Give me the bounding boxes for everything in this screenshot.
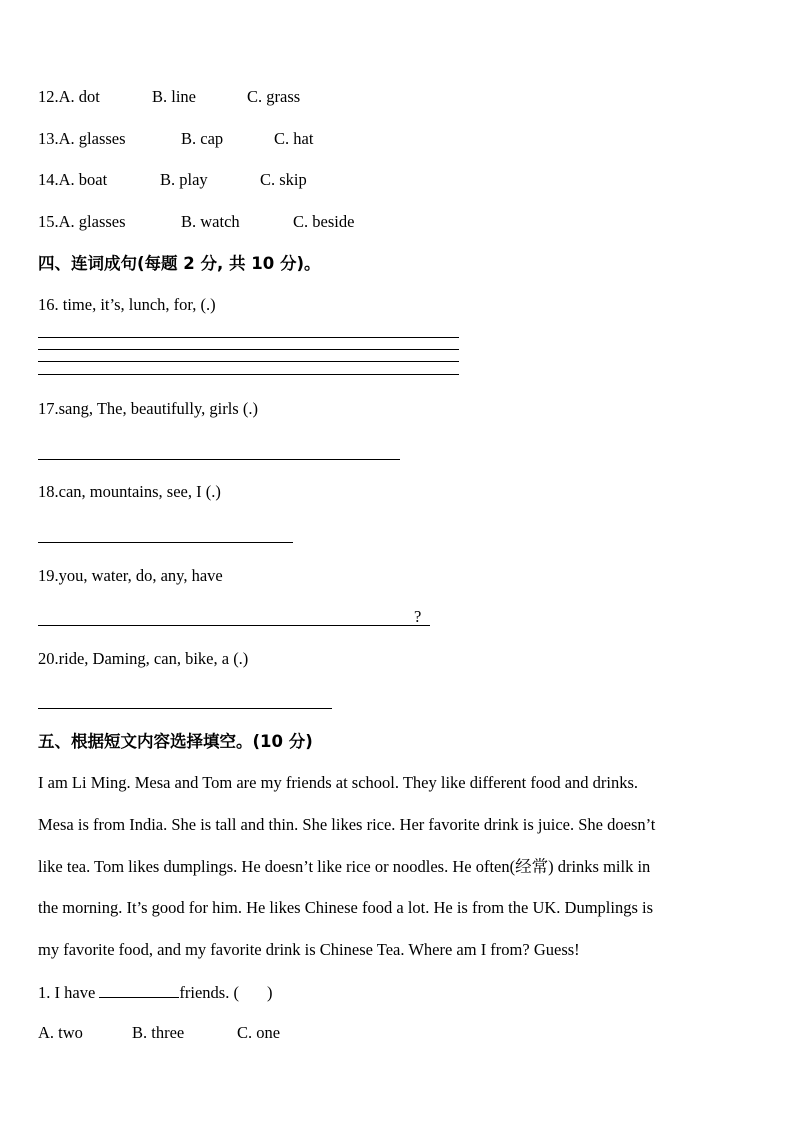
question-number: 14. xyxy=(38,170,59,189)
option-c: C. grass xyxy=(247,87,301,106)
question-number: 20. xyxy=(38,649,59,668)
question-17 xyxy=(38,399,258,419)
question-number: 15. xyxy=(38,212,59,231)
option-c: C. one xyxy=(237,1023,281,1042)
answer-line[interactable] xyxy=(38,625,430,626)
question-19 xyxy=(38,566,223,586)
question-words: you, water, do, any, have xyxy=(58,566,223,585)
question-suffix: friends. ( xyxy=(179,983,239,1002)
option-b: B. watch xyxy=(181,212,240,231)
passage-line: the morning. It’s good for him. He likes Chinese food a lot. He is from the UK. Dumplings is xyxy=(38,898,654,917)
answer-line[interactable] xyxy=(38,708,332,709)
question-12 xyxy=(38,87,301,107)
question-15 xyxy=(38,212,355,232)
question-number: 18. xyxy=(38,482,59,501)
passage-line: I am Li Ming. Mesa and Tom are my friends at school. They like different food and drinks. xyxy=(38,773,639,792)
question-number: 12. xyxy=(38,87,59,106)
question-14 xyxy=(38,170,307,190)
option-b: B. cap xyxy=(181,129,224,148)
passage-line: like tea. Tom likes dumplings. He doesn’t like rice or noodles. He often(经常) drinks milk in xyxy=(38,857,651,876)
option-a: A. glasses xyxy=(58,212,126,231)
question-number: 17. xyxy=(38,399,59,418)
fill-blank[interactable] xyxy=(99,981,179,998)
answer-line[interactable] xyxy=(38,349,459,350)
option-c: C. beside xyxy=(293,212,355,231)
option-a: A. dot xyxy=(58,87,100,106)
passage-line: Mesa is from India. She is tall and thin. She likes rice. Her favorite drink is juice. She doesn’t xyxy=(38,815,656,834)
option-b: B. line xyxy=(152,87,196,106)
answer-line[interactable] xyxy=(38,337,459,338)
answer-line[interactable] xyxy=(38,542,293,543)
question-18 xyxy=(38,482,221,502)
question-words: can, mountains, see, I (.) xyxy=(58,482,221,501)
answer-line[interactable] xyxy=(38,361,459,362)
reading-question-1-options xyxy=(38,1023,281,1043)
option-a: A. two xyxy=(38,1023,83,1042)
question-number: 16 xyxy=(38,295,55,314)
passage-line: my favorite food, and my favorite drink is Chinese Tea. Where am I from? Guess! xyxy=(38,940,580,959)
paren-close: ) xyxy=(266,983,273,1002)
question-13 xyxy=(38,129,314,149)
option-b: B. play xyxy=(160,170,208,189)
question-prefix: 1. I have xyxy=(38,983,100,1002)
answer-line[interactable] xyxy=(38,459,400,460)
option-c: C. skip xyxy=(260,170,307,189)
section-5-heading: 五、根据短文内容选择填空。(10 分) xyxy=(38,732,313,751)
question-mark: ? xyxy=(414,607,422,626)
answer-line[interactable] xyxy=(38,374,459,375)
question-words: sang, The, beautifully, girls (.) xyxy=(58,399,258,418)
question-20 xyxy=(38,649,248,669)
question-number: 19. xyxy=(38,566,59,585)
option-c: C. hat xyxy=(274,129,314,148)
reading-question-1 xyxy=(38,981,272,1003)
question-number: 13. xyxy=(38,129,59,148)
section-4-heading: 四、连词成句(每题 2 分, 共 10 分)。 xyxy=(38,254,321,273)
option-a: A. glasses xyxy=(58,129,126,148)
question-words: . time, it’s, lunch, for, (.) xyxy=(54,295,216,314)
option-b: B. three xyxy=(132,1023,185,1042)
option-a: A. boat xyxy=(58,170,108,189)
question-16 xyxy=(38,295,216,315)
question-words: ride, Daming, can, bike, a (.) xyxy=(58,649,249,668)
